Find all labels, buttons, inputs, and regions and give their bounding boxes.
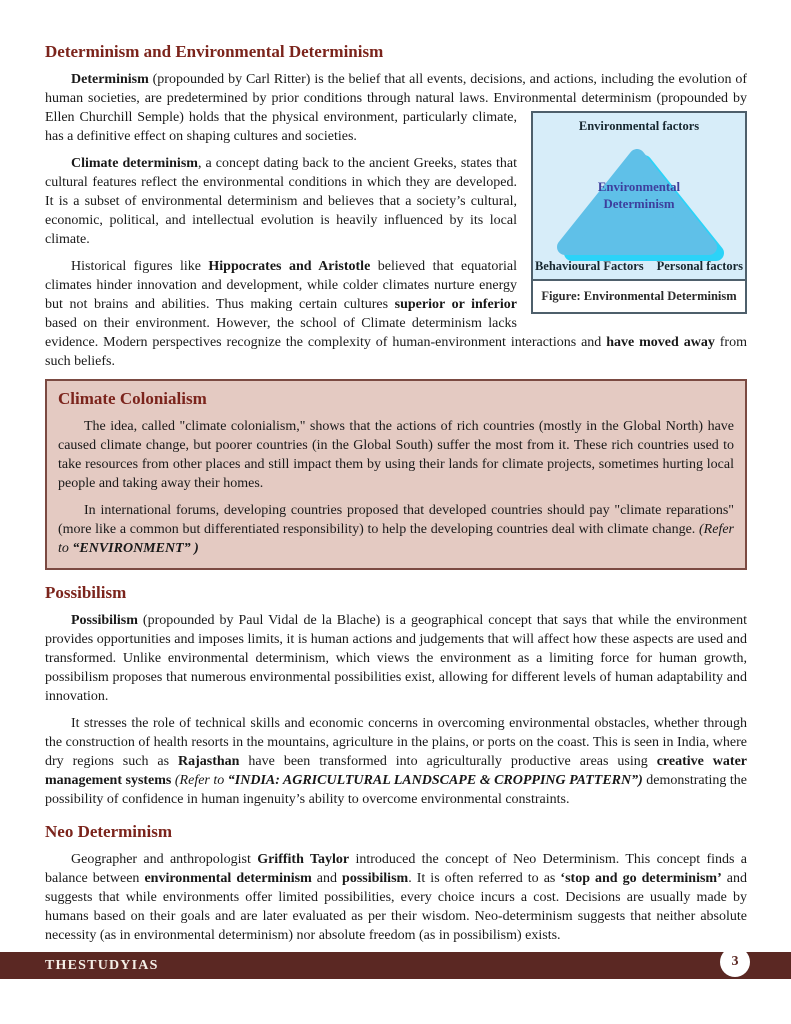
figure-label-environmental-determinism: Environmental Determinism	[597, 180, 681, 211]
heading-determinism: Determinism and Environmental Determinism	[45, 42, 384, 61]
paragraph-climate-determinism: Climate determinism, a concept dating back to the ancient Greeks, states that cultural features reflect the environmental conditions in which they are developed. It is a subset of environmental determinism and believes that a society’s cultural, economic, political, and intellectual evolution is heavily influenced by its local climate.	[45, 156, 518, 247]
heading-neo-determinism: Neo Determinism	[45, 822, 172, 841]
footer-brand: THESTUDYIAS	[45, 958, 159, 973]
page-number-badge: 3	[720, 947, 750, 977]
figure-label-environmental-factors: Environmental factors	[578, 119, 700, 133]
figure-diagram-area	[533, 113, 745, 279]
footer-bar	[0, 952, 791, 979]
paragraph-part: by Ellen Churchill Semple) holds that the physical environment, particularly climate, has a definitive effect on shaping cultures and societies.	[45, 91, 747, 144]
paragraph-part: Determinism (propounded by Carl Ritter) is the belief that all events, decisions, and actions, including the evolution of human societies, are predetermined by prior conditions through natural laws. Environmental determinism (propounded	[45, 72, 747, 106]
heading-possibilism: Possibilism	[45, 583, 127, 602]
paragraph-neo-determinism-1: Geographer and anthropologist Griffith Taylor introduced the concept of Neo Determinism. This concept finds a balance between environmental determinism and possibilism. It is often referred to as ‘stop and go determinism’ and suggests that while environments offer limited possibilities, every choice incurs a cost. Decisions are usually made by humans based on their goals and are later evaluated as per their wisdom. Neo-determinism suggests that neither absolute necessity (as in environmental determinism) nor absolute freedom (as in possibilism) exists.	[45, 852, 747, 943]
climate-colonialism-title: Climate Colonialism	[58, 389, 207, 408]
figure-label-behavioural-factors: Behavioural Factors	[534, 259, 644, 273]
paragraph-climate-colonialism-2: In international forums, developing countries proposed that developed countries should pay "climate reparations" (more like a common but differentiated responsibility) to help the developing countries deal with climate change. (Refer to “ENVIRONMENT” )	[58, 503, 734, 556]
figure-bottom-labels	[533, 257, 745, 276]
figure-environmental-determinism	[531, 111, 747, 314]
page-content	[45, 42, 747, 950]
figure-caption: Figure: Environmental Determinism	[533, 279, 745, 312]
climate-colonialism-box	[45, 379, 747, 570]
paragraph-possibilism-1: Possibilism (propounded by Paul Vidal de la Blache) is a geographical concept that says that while the environment provides opportunities and imposes limits, it is human actions and judgements that will affect how these aspects are used and transformed. Unlike environmental determinism, which views the environment as a limiting force for human growth, possibilism proposes that numerous environmental possibilities exist, allowing for different levels of human adaptability and innovation.	[45, 613, 747, 704]
paragraph-historical-figures: Historical figures like Hippocrates and Aristotle believed that equatorial climates hinder innovation and development, while colder climates nurture energy but not brains and abilities. Thus making certain cultures superior or inferior based on their environment. However, the school of Climate determinism lacks evidence. Modern perspectives recognize the complexity of human-environment interactions and have moved away from such beliefs.	[45, 259, 747, 369]
figure-label-personal-factors: Personal factors	[656, 259, 744, 273]
paragraph-climate-colonialism-1: The idea, called "climate colonialism," shows that the actions of rich countries (mostly in the Global North) have caused climate change, but poorer countries (in the Global South) suffer the most from it. These rich countries used to take resources from other places and still impact them by using their lands for climate projects, sometimes hurting local people and taking away their homes.	[58, 419, 734, 491]
paragraph-possibilism-2: It stresses the role of technical skills and economic concerns in overcoming environmental obstacles, whether through the construction of health resorts in the mountains, agriculture in the plains, or ports on the coast. This is seen in India, where dry regions such as Rajasthan have been transformed into agriculturally productive areas using creative water management systems (Refer to “INDIA: AGRICULTURAL LANDSCAPE & CROPPING PATTERN”) demonstrating the possibility of confidence in human ingenuity’s ability to overcome environmental constraints.	[45, 716, 747, 807]
